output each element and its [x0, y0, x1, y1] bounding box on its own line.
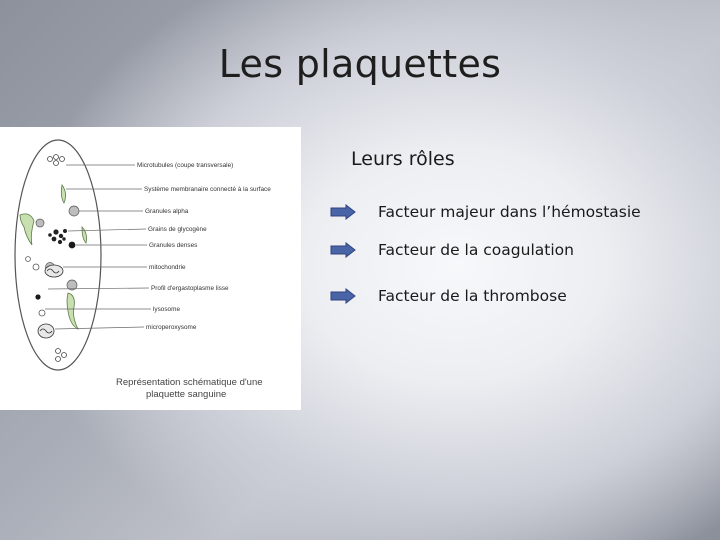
misc-organelles	[26, 257, 45, 316]
arrow-right-icon	[330, 204, 356, 220]
pointer-lines	[45, 165, 151, 329]
role-item	[330, 200, 641, 224]
label-dense-granules: Granules denses	[149, 242, 198, 249]
label-alpha-granules: Granules alpha	[145, 208, 189, 215]
role-item	[330, 284, 567, 308]
glycogen-grains	[48, 229, 67, 244]
role-text: Facteur majeur dans l’hémostasie	[378, 203, 641, 221]
platelet-diagram-svg	[0, 127, 301, 410]
role-item	[330, 238, 574, 262]
role-text: Facteur de la thrombose	[378, 287, 567, 305]
platelet-diagram	[0, 127, 301, 410]
slide-title: Les plaquettes	[218, 42, 502, 86]
arrow-right-icon	[330, 288, 356, 304]
platelet-outline	[15, 140, 101, 370]
label-glycogen: Grains de glycogène	[148, 226, 207, 233]
label-ergastoplasm: Profil d'ergastoplasme lisse	[151, 285, 229, 292]
label-microtubules: Microtubules (coupe transversale)	[137, 162, 234, 169]
mitochondria	[38, 265, 63, 338]
diagram-caption-line2: plaquette sanguine	[146, 389, 227, 400]
microtubules-top	[48, 155, 65, 166]
label-mitochondria: mitochondrie	[149, 264, 186, 271]
arrow-right-icon	[330, 242, 356, 258]
label-membrane-system: Système membranaire connecté à la surface	[144, 186, 271, 193]
microtubules-bottom	[56, 349, 67, 362]
role-text: Facteur de la coagulation	[378, 241, 574, 259]
section-subtitle: Leurs rôles	[351, 148, 455, 170]
label-lysosome: lysosome	[153, 306, 180, 313]
diagram-caption-line1: Représentation schématique d'une	[116, 377, 263, 388]
label-microperoxysome: microperoxysome	[146, 324, 197, 331]
